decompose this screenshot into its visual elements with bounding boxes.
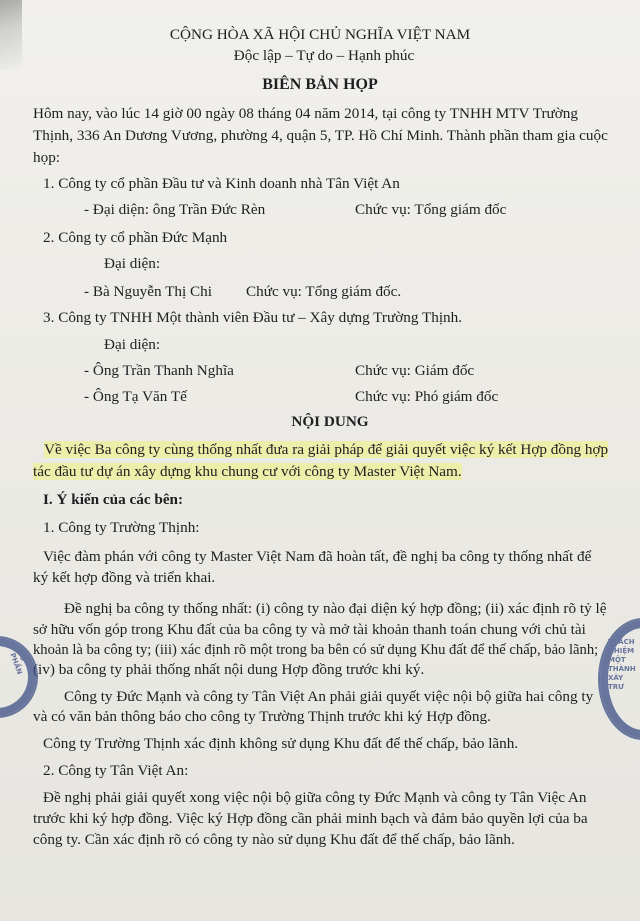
paragraph-line: Đề nghị phải giải quyết xong việc nội bộ giữa công ty Đức Mạnh và công ty Tân Việc An <box>43 789 587 806</box>
subsection-heading: 1. Công ty Trường Thịnh: <box>43 519 200 536</box>
summary-highlight: Về việc Ba công ty cùng thống nhất đưa ra giải pháp để giải quyết việc ký kết Hợp đồng hợp <box>44 441 609 458</box>
paragraph-line: Công ty Đức Mạnh và công ty Tân Việt An phải giải quyết việc nội bộ giữa hai công ty <box>64 688 594 705</box>
intro-line: Thịnh, 336 An Dương Vương, phường 4, quận 5, TP. Hồ Chí Minh. Thành phần tham gia cuộc <box>33 127 608 144</box>
nation-heading: CỘNG HÒA XÃ HỘI CHỦ NGHĨA VIỆT NAM <box>169 26 471 43</box>
party-1-rep: - Đại diện: ông Trần Đức Rèn <box>84 201 266 218</box>
party-1-name: 1. Công ty cổ phần Đầu tư và Kinh doanh nhà Tân Việt An <box>43 175 400 192</box>
paragraph-line: sở hữu vốn góp trong Khu đất của ba công ty và mở tài khoản thanh toán chung với chủ tài <box>33 621 586 638</box>
paragraph-line: Đề nghị ba công ty thống nhất: (i) công ty nào đại diện ký hợp đồng; (ii) xác định rõ tỷ lệ <box>64 600 607 617</box>
content-heading: NỘI DUNG <box>291 413 369 430</box>
party-2-name: 2. Công ty cổ phần Đức Mạnh <box>43 229 228 246</box>
intro-line: Hôm nay, vào lúc 14 giờ 00 ngày 08 tháng 04 năm 2014, tại công ty TNHH MTV Trường <box>33 105 578 122</box>
party-2-rep-label: Đại diện: <box>104 255 161 272</box>
party-3-role-2: Chức vụ: Phó giám đốc <box>355 388 499 405</box>
party-3-role-1: Chức vụ: Giám đốc <box>355 362 475 379</box>
motto: Độc lập – Tự do – Hạnh phúc <box>233 47 415 64</box>
summary-line <box>44 441 608 459</box>
paragraph-line: ký kết hợp đồng và triển khai. <box>33 569 216 586</box>
document-title: BIÊN BẢN HỌP <box>262 76 378 93</box>
subsection-heading: 2. Công ty Tân Việt An: <box>43 762 189 779</box>
paragraph-line: Công ty Trường Thịnh xác định không sử dụng Khu đất để thế chấp, bảo lãnh. <box>43 735 519 752</box>
paragraph-line: (iv) ba công ty phải thống nhất nội dung Hợp đồng trước khi ký. <box>33 661 425 678</box>
party-3-name: 3. Công ty TNHH Một thành viên Đầu tư – Xây dựng Trường Thịnh. <box>43 309 463 326</box>
party-1-role: Chức vụ: Tổng giám đốc <box>355 201 507 218</box>
party-2-rep: - Bà Nguyễn Thị Chi <box>84 283 212 300</box>
stamp-right <box>598 618 640 740</box>
section-heading: I. Ý kiến của các bên: <box>43 491 184 508</box>
intro-line: họp: <box>33 149 61 166</box>
party-2-role: Chức vụ: Tổng giám đốc. <box>246 283 402 300</box>
paragraph-line: công ty. Cần xác định rõ có công ty nào sử dụng Khu đất để thế chấp, bảo lãnh. <box>33 831 515 848</box>
summary-highlight: tác đầu tư dự án xây dựng khu chung cư với công ty Master Việt Nam. <box>33 463 462 480</box>
summary-line <box>33 463 462 481</box>
paragraph-line: trước khi ký hợp đồng. Việc ký Hợp đồng cần phải minh bạch và đảm bảo quyền lợi của ba <box>33 810 588 827</box>
stamp-right-text: TRÁCH NHIỆM MỘT THÀNH XÂY TRƯ <box>608 638 636 691</box>
paragraph-line: và có văn bản thông báo cho công ty Trường Thịnh trước khi ký Hợp đồng. <box>33 708 491 725</box>
paragraph-line: Việc đàm phán với công ty Master Việt Nam đã hoàn tất, đề nghị ba công ty thống nhất để <box>43 548 592 565</box>
party-3-rep-2: - Ông Tạ Văn Tế <box>84 388 187 405</box>
paragraph-line: khoản là ba công ty; (iii) xác định rõ một trong ba bên có sử dụng Khu đất để thế chấp, bảo lãnh; <box>33 642 599 658</box>
party-3-rep-1: - Ông Trần Thanh Nghĩa <box>84 362 234 379</box>
party-3-rep-label: Đại diện: <box>104 336 161 353</box>
stamp-left-text: CỔ PHẦN <box>8 649 28 676</box>
